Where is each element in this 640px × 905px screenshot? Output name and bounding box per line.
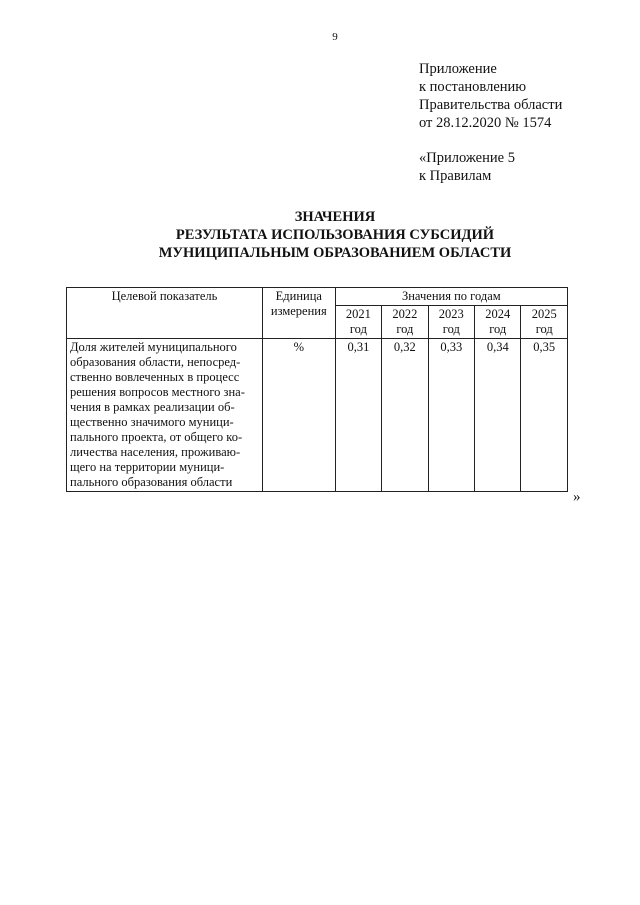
indicator-line: пального образования области	[70, 475, 233, 489]
year-label: год	[396, 322, 414, 336]
header-unit-line: Единица	[275, 289, 322, 303]
indicator-line: ственно вовлеченных в процесс	[70, 370, 240, 384]
heading-line: ЗНАЧЕНИЯ	[294, 209, 376, 225]
values-table	[66, 287, 568, 492]
header-unit	[262, 288, 335, 339]
year-number: 2024	[485, 307, 511, 321]
unit-value: %	[262, 339, 335, 492]
page-number: 9	[332, 31, 338, 43]
indicator-line: образования области, непосред-	[70, 355, 241, 369]
table-row	[67, 339, 568, 492]
year-number: 2022	[392, 307, 418, 321]
heading-line: МУНИЦИПАЛЬНЫМ ОБРАЗОВАНИЕМ ОБЛАСТИ	[158, 245, 512, 261]
year-label: год	[442, 322, 460, 336]
year-number: 2021	[345, 307, 371, 321]
header-values-by-year: Значения по годам	[335, 288, 567, 306]
indicator-line: пального проекта, от общего ко-	[70, 430, 243, 444]
appendix-line: Приложение	[419, 61, 497, 77]
appendix-reference-resolution	[419, 60, 562, 132]
indicator-description	[67, 339, 263, 492]
header-indicator: Целевой показатель	[67, 288, 263, 339]
value-2025: 0,35	[521, 339, 568, 492]
header-unit-line: измерения	[270, 304, 327, 318]
indicator-line: личества населения, проживаю-	[70, 445, 241, 459]
header-year-2022	[382, 306, 428, 339]
closing-quote: »	[573, 489, 581, 505]
appendix-line: от 28.12.2020 № 1574	[419, 115, 552, 131]
appendix-reference-rules	[419, 149, 515, 185]
appendix-line: «Приложение 5	[419, 150, 515, 166]
value-2022: 0,32	[382, 339, 428, 492]
value-2021: 0,31	[335, 339, 381, 492]
year-label: год	[489, 322, 507, 336]
indicator-line: Доля жителей муниципального	[70, 340, 237, 354]
value-2023: 0,33	[428, 339, 474, 492]
year-number: 2025	[531, 307, 557, 321]
value-2024: 0,34	[475, 339, 521, 492]
appendix-line: к Правилам	[419, 168, 492, 184]
table-header-row	[67, 288, 568, 306]
header-year-2021	[335, 306, 381, 339]
document-heading	[0, 208, 640, 262]
indicator-line: решения вопросов местного зна-	[70, 385, 245, 399]
appendix-line: к постановлению	[419, 79, 527, 95]
heading-line: РЕЗУЛЬТАТА ИСПОЛЬЗОВАНИЯ СУБСИДИЙ	[175, 227, 495, 243]
year-number: 2023	[438, 307, 464, 321]
header-year-2025	[521, 306, 568, 339]
indicator-line: чения в рамках реализации об-	[70, 400, 235, 414]
header-year-2024	[475, 306, 521, 339]
year-label: год	[535, 322, 553, 336]
appendix-line: Правительства области	[419, 97, 563, 113]
indicator-line: щественно значимого муници-	[70, 415, 234, 429]
indicator-line: щего на территории муници-	[70, 460, 225, 474]
header-year-2023	[428, 306, 474, 339]
year-label: год	[349, 322, 367, 336]
